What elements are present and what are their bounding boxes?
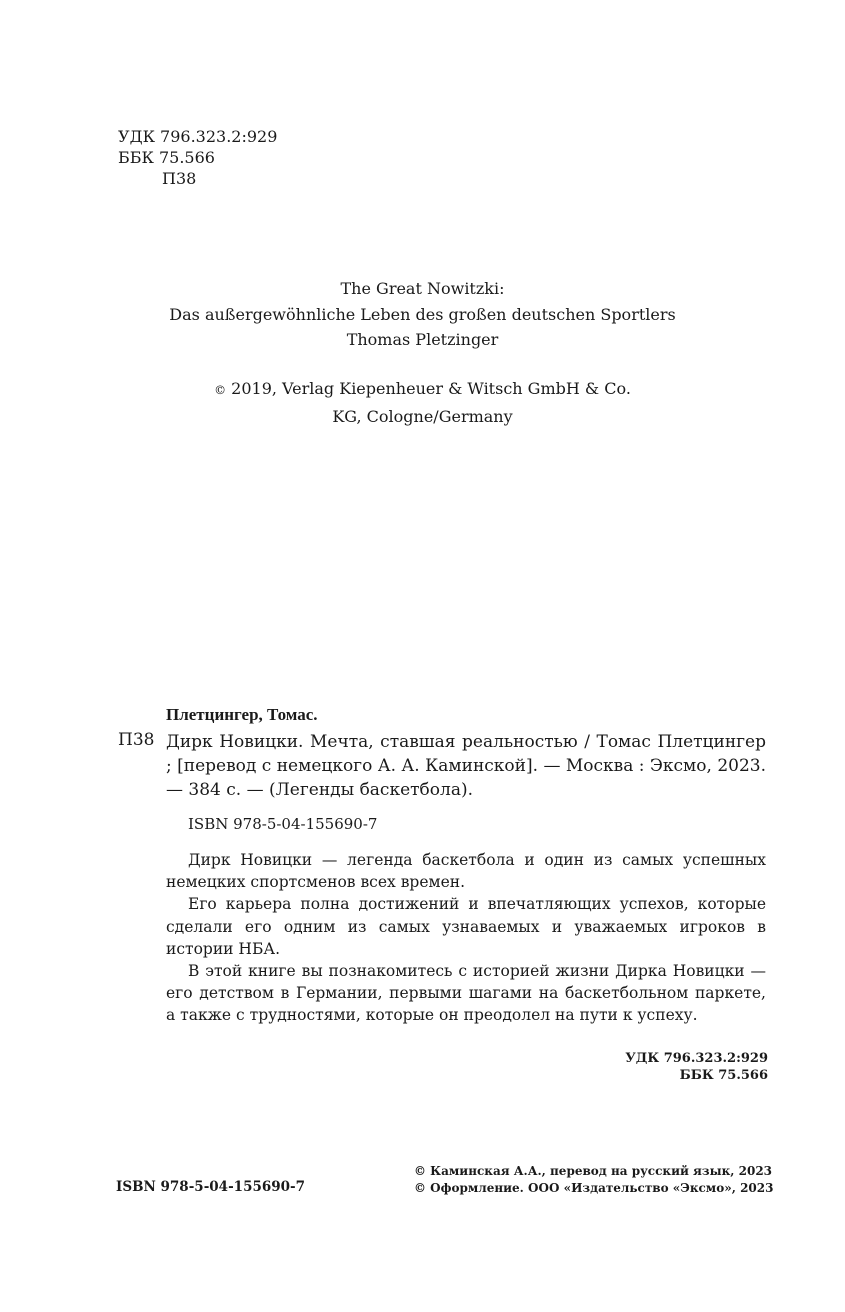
- annotation: [166, 849, 766, 1027]
- original-edition: [0, 276, 845, 353]
- annotation-paragraph: Дирк Новицки — легенда баскетбола и один из самых успешных немецких спортсменов всех времен.: [166, 851, 766, 892]
- russian-copyright: [414, 1163, 773, 1197]
- footer-isbn: ISBN 978-5-04-155690-7: [116, 1179, 306, 1195]
- record-sign: П38: [118, 730, 155, 750]
- footer-bbk: ББК 75.566: [679, 1068, 768, 1083]
- author-sign: П38: [162, 169, 197, 188]
- copyright-design: © Оформление. ООО «Издательство «Эксмо», 2023: [414, 1181, 774, 1195]
- isbn: ISBN 978-5-04-155690-7: [188, 815, 378, 833]
- original-copyright-line2: KG, Cologne/Germany: [332, 406, 513, 426]
- classification-codes: [118, 126, 277, 189]
- annotation-paragraph: В этой книге вы познакомитесь с историей жизни Дирка Новицки — его детством в Германии, первыми шагами на баскетбольном паркете, а также с трудностями, которые он преодолел на пути к успеху.: [166, 962, 766, 1025]
- original-copyright: [0, 376, 845, 429]
- copyright-translation: © Каминская А.А., перевод на русский язык, 2023: [414, 1164, 773, 1178]
- original-title: The Great Nowitzki:: [340, 279, 505, 298]
- bbk-code: ББК 75.566: [118, 148, 215, 167]
- author-heading: Плетцингер, Томас.: [166, 705, 318, 724]
- footer-codes: [560, 1050, 768, 1084]
- original-subtitle: Das außergewöhnliche Leben des großen deutschen Sportlers: [169, 304, 676, 324]
- copyright-symbol: ©: [214, 383, 227, 397]
- original-author: Thomas Pletzinger: [346, 330, 499, 349]
- annotation-paragraph: Его карьера полна достижений и впечатляющих успехов, которые сделали его одним из самых узнаваемых и уважаемых игроков в истории НБА.: [166, 895, 766, 958]
- footer-udk: УДК 796.323.2:929: [625, 1051, 768, 1066]
- bibliographic-description: Дирк Новицки. Мечта, ставшая реальностью / Томас Плетцингер ; [перевод с немецкого А. А. Каминской]. — Москва : Эксмо, 2023. — 384 с. — (Легенды баскетбола).: [166, 732, 766, 800]
- udk-code: УДК 796.323.2:929: [118, 127, 278, 146]
- original-copyright-line1: 2019, Verlag Kiepenheuer & Witsch GmbH & Co.: [231, 379, 631, 398]
